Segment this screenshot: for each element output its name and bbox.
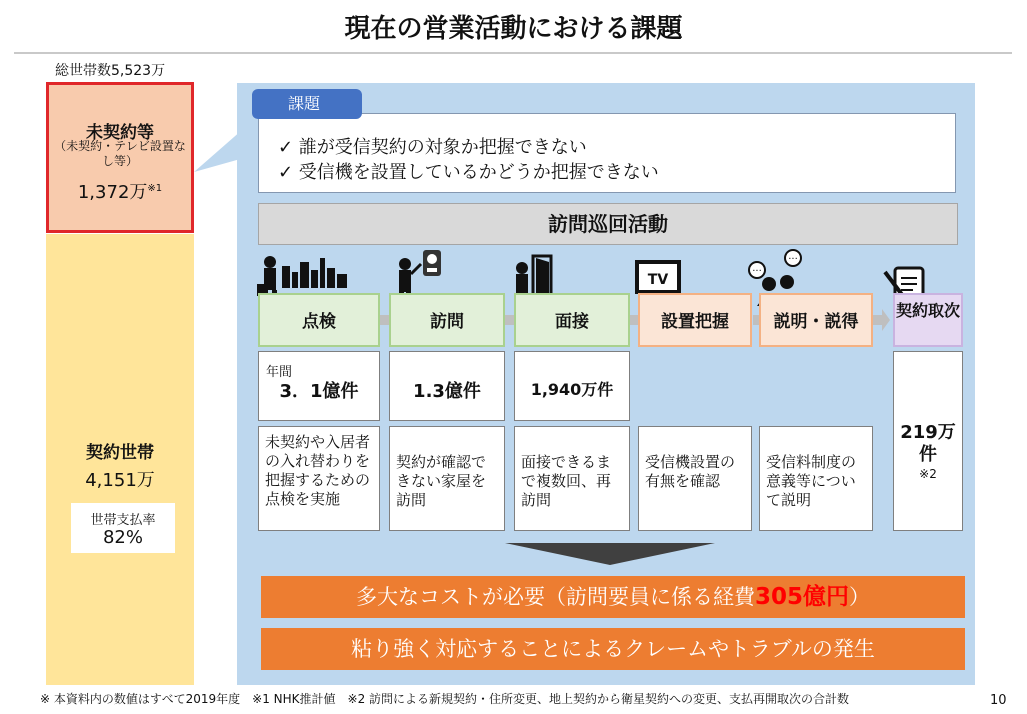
step-contract-label: 契約取次 [895,301,960,320]
step-interview-label: 面接 [555,312,589,332]
desc-interview: 面接できるまで複数回、再訪問 [514,426,630,531]
payment-rate-value: 82% [102,527,143,548]
step-explanation [759,293,873,347]
issue-item-1: ✓ 誰が受信契約の対象か把握できない [278,137,587,158]
count-contract-note: ※2 [919,467,937,481]
contracted-value: 4,151万 [85,470,155,491]
total-households: 総世帯数5,523万 [55,63,166,79]
svg-text:···: ··· [788,254,798,265]
cost-banner [261,576,965,618]
payment-rate-label: 世帯支払率 [90,513,156,528]
uncontracted-value-note: ※1 [147,183,163,194]
step-visit-label: 訪問 [430,312,464,332]
issue-item-2: ✓ 受信機を設置しているかどうか把握できない [278,162,659,183]
desc-installation: 受信機設置の有無を確認 [638,426,752,531]
uncontracted-value-wrap [46,178,194,204]
issues-tag: 課題 [252,89,362,119]
page-number: 10 [990,693,1007,708]
uncontracted-title: 未契約等 [86,123,154,143]
step-inspection [258,293,380,347]
desc-explanation: 受信料制度の意義等について説明 [759,426,873,531]
visit-activity-banner: 訪問巡回活動 [258,203,958,245]
step-contract [893,293,963,347]
step-installation [638,293,752,347]
step-visit [389,293,505,347]
step-installation-label: 設置把握 [661,312,729,332]
cost-text-before: 多大なコストが必要（訪問要員に係る経費 [355,585,755,609]
count-inspection: 3．1億件 [279,381,359,402]
desc-visit: 契約が確認できない家屋を訪問 [389,426,505,531]
uncontracted-note: （未契約・テレビ設置なし等） [54,139,186,168]
cost-text-after: ） [849,585,870,609]
title-divider [14,52,1012,54]
desc-inspection: 未契約や入居者の入れ替わりを把握するための点検を実施 [258,426,380,531]
count-visit: 1.3億件 [413,381,481,402]
svg-text:TV: TV [647,272,669,288]
footnote: ※ 本資料内の数値はすべて2019年度 ※1 NHK推計値 ※2 訪問による新規契約・住所変更、地上契約から衛星契約への変更、支払再開取次の合計数 [40,692,850,706]
count-interview: 1,940万件 [530,380,614,399]
step-inspection-label: 点検 [302,312,336,332]
down-arrow-icon [505,543,715,567]
claims-banner: 粘り強く対応することによるクレームやトラブルの発生 [261,628,965,670]
contracted-title: 契約世帯 [86,443,154,463]
count-prefix-inspection: 年間 [266,365,293,380]
count-contract: 219万件 [900,422,956,465]
uncontracted-value: 1,372万 [77,182,148,203]
cost-highlight: 305億円 [754,584,849,610]
page-title: 現在の営業活動における課題 [344,14,683,44]
step-interview [514,293,630,347]
step-explanation-label: 説明・説得 [773,312,859,332]
svg-text:···: ··· [752,266,762,277]
